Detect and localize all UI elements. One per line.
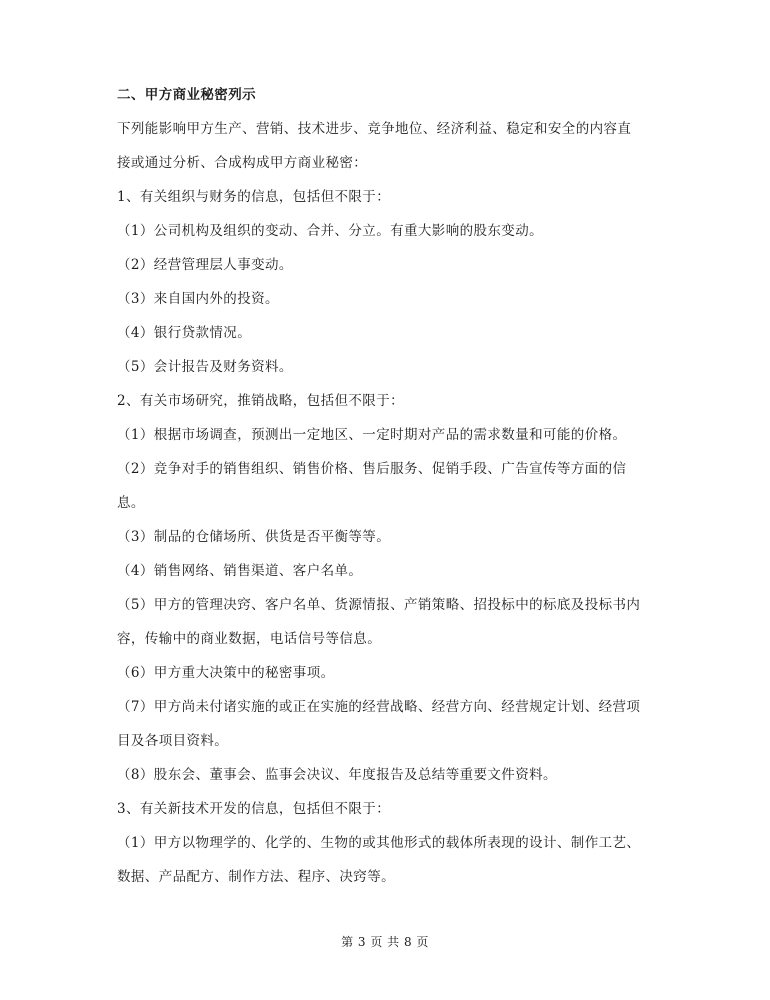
section-heading: 二、甲方商业秘密列示 [117,87,256,103]
text-line: （2）竞争对手的销售组织、销售价格、售后服务、促销手段、广告宣传等方面的信 [117,461,627,477]
text-line: 数据、产品配方、制作方法、程序、决窍等。 [117,869,395,885]
text-line: （3）来自国内外的投资。 [117,291,279,307]
text-line: 2、有关市场研究，推销战略，包括但不限于： [117,393,404,409]
text-line: （7）甲方尚未付诸实施的或正在实施的经营战略、经营方向、经营规定计划、经营项 [117,699,641,715]
text-line: （4）销售网络、销售渠道、客户名单。 [117,563,363,579]
text-line: （8）股东会、董事会、监事会决议、年度报告及总结等重要文件资料。 [117,767,557,783]
text-line: 下列能影响甲方生产、营销、技术进步、竞争地位、经济利益、稳定和安全的内容直 [117,121,632,137]
text-line: （3）制品的仓储场所、供货是否平衡等等。 [117,529,391,545]
text-line: 息。 [117,495,145,511]
text-line: 3、有关新技术开发的信息，包括但不限于： [117,801,391,817]
text-line: （1）根据市场调查，预测出一定地区、一定时期对产品的需求数量和可能的价格。 [117,427,627,443]
text-line: （6）甲方重大决策中的秘密事项。 [117,665,335,681]
text-line: （5）甲方的管理决窍、客户名单、货源情报、产销策略、招投标中的标底及投标书内 [117,597,641,613]
text-line: （2）经营管理层人事变动。 [117,257,293,273]
text-line: （5）会计报告及财务资料。 [117,359,293,375]
page-footer: 第 3 页 共 8 页 [341,935,429,949]
text-line: （1）公司机构及组织的变动、合并、分立。有重大影响的股东变动。 [117,223,543,239]
text-line: （1）甲方以物理学的、化学的、生物的或其他形式的载体所表现的设计、制作工艺、 [117,835,641,851]
text-line: （4）银行贷款情况。 [117,325,252,341]
text-line: 目及各项目资料。 [117,733,229,749]
text-line: 容，传输中的商业数据，电话信号等信息。 [117,631,382,647]
document-body [117,84,662,900]
text-line: 接或通过分析、合成构成甲方商业秘密： [117,155,368,171]
text-line: 1、有关组织与财务的信息，包括但不限于： [117,189,391,205]
